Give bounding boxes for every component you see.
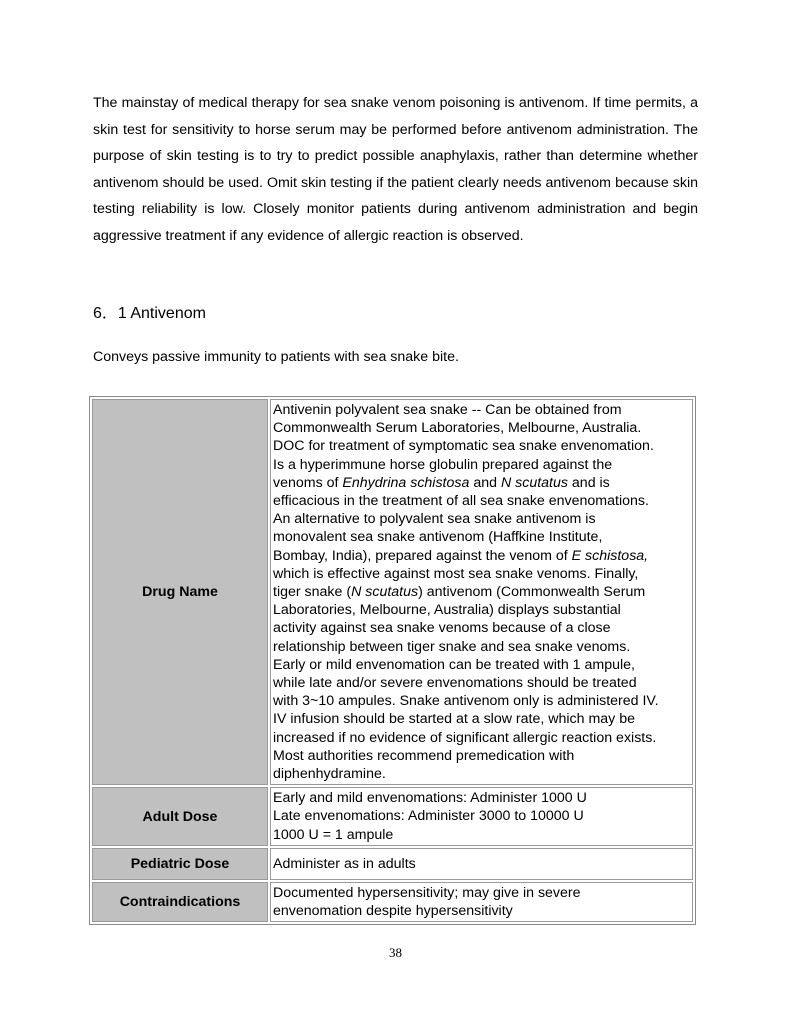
- pediatric-dose-value: Administer as in adults: [270, 848, 693, 880]
- table-row-drug-name: [92, 399, 693, 785]
- adult-dose-value: Early and mild envenomations: Administer 1000 U Late envenomations: Administer 3000 to 10000 U 1000 U = 1 ampule: [270, 787, 693, 846]
- table-row-contraindications: [92, 882, 693, 922]
- table-row-pediatric-dose: [92, 848, 693, 880]
- contraindications-label: Contraindications: [92, 882, 268, 922]
- intro-paragraph: The mainstay of medical therapy for sea snake venom poisoning is antivenom. If time permits, a skin test for sensitivity to horse serum may be performed before antivenom administration. The purpose of skin testing is to try to predict possible anaphylaxis, rather than determine whether antivenom should be used. Omit skin testing if the patient clearly needs antivenom because skin testing reliability is low. Closely monitor patients during antivenom administration and begin aggressive treatment if any evidence of allergic reaction is observed.: [93, 95, 698, 244]
- drug-name-value: Antivenin polyvalent sea snake -- Can be obtained from Commonwealth Serum Laboratories, Melbourne, Australia. DOC for treatment of symptomatic sea snake envenomation. Is a hyperimmune horse globulin prepared against the venoms of Enhydrina schistosa and N scutatus and is efficacious in the treatment of all sea snake envenomations. An alternative to polyvalent sea snake antivenom is monovalent sea snake antivenom (Haffkine Institute, Bombay, India), prepared against the venom of E schistosa, which is effective against most sea snake venoms. Finally, tiger snake (N scutatus) antivenom (Commonwealth Serum Laboratories, Melbourne, Australia) displays substantial activity against sea snake venoms because of a close relationship between tiger snake and sea snake venoms. Early or mild envenomation can be treated with 1 ampule, while late and/or severe envenomations should be treated with 3~10 ampules. Snake antivenom only is administered IV. IV infusion should be started at a slow rate, which may be increased if no evidence of significant allergic reaction exists. Most authorities recommend premedication with diphenhydramine.: [270, 399, 693, 785]
- drug-table: [89, 396, 696, 925]
- adult-dose-label: Adult Dose: [92, 787, 268, 846]
- pediatric-dose-label: Pediatric Dose: [92, 848, 268, 880]
- contraindications-value: Documented hypersensitivity; may give in severe envenomation despite hypersensitivity: [270, 882, 693, 922]
- section-intro: Conveys passive immunity to patients with sea snake bite.: [93, 349, 459, 365]
- page-number: 38: [389, 945, 402, 960]
- drug-name-label: Drug Name: [92, 399, 268, 785]
- section-heading: 6．1 Antivenom: [93, 305, 206, 322]
- table-row-adult-dose: [92, 787, 693, 846]
